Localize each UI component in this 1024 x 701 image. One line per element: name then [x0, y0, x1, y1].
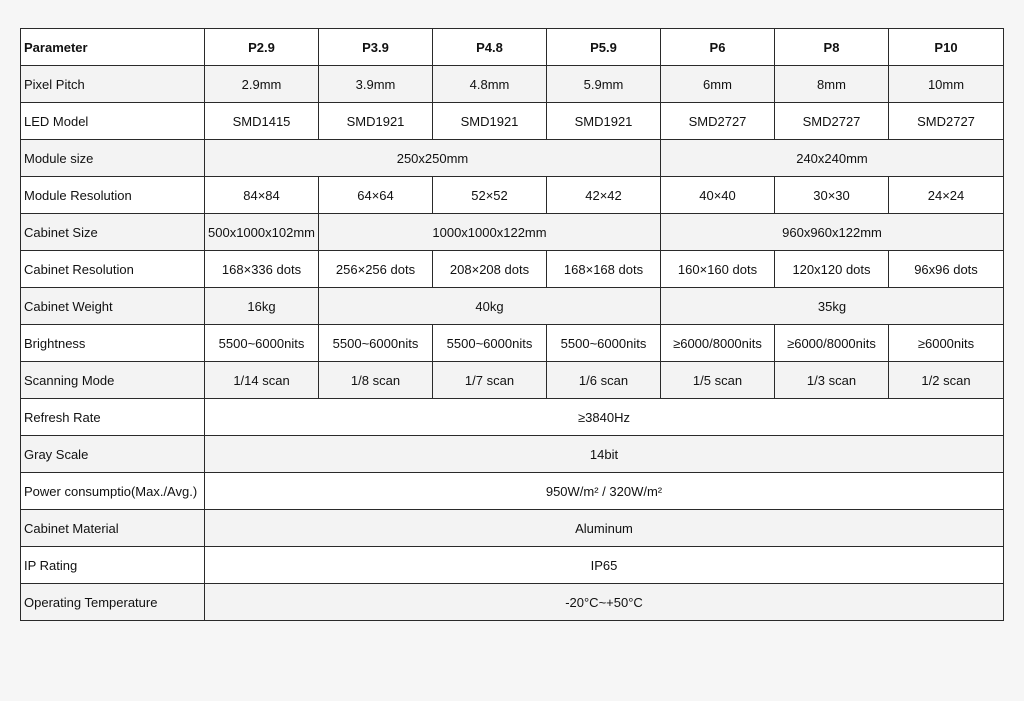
- table-cell: 1/2 scan: [889, 362, 1004, 399]
- table-cell: 168×168 dots: [547, 251, 661, 288]
- row-label: Cabinet Size: [21, 214, 205, 251]
- table-cell: 3.9mm: [319, 66, 433, 103]
- table-row: [21, 177, 1004, 214]
- table-cell: 1/8 scan: [319, 362, 433, 399]
- table-cell: 1/6 scan: [547, 362, 661, 399]
- table-cell: 2.9mm: [205, 66, 319, 103]
- table-cell: 35kg: [661, 288, 1004, 325]
- table-row: [21, 399, 1004, 436]
- row-label: Gray Scale: [21, 436, 205, 473]
- table-cell: 96x96 dots: [889, 251, 1004, 288]
- row-label: LED Model: [21, 103, 205, 140]
- table-cell: -20°C~+50°C: [205, 584, 1004, 621]
- table-cell: 16kg: [205, 288, 319, 325]
- table-cell: 1/14 scan: [205, 362, 319, 399]
- row-label: Operating Temperature: [21, 584, 205, 621]
- row-label: Power consumptio(Max./Avg.): [21, 473, 205, 510]
- table-cell: 52×52: [433, 177, 547, 214]
- table-cell: IP65: [205, 547, 1004, 584]
- header-cell-p2-9: P2.9: [205, 29, 319, 66]
- table-cell: SMD1921: [319, 103, 433, 140]
- table-row: [21, 103, 1004, 140]
- table-row: [21, 362, 1004, 399]
- row-label: Cabinet Weight: [21, 288, 205, 325]
- table-cell: 250x250mm: [205, 140, 661, 177]
- table-cell: 4.8mm: [433, 66, 547, 103]
- table-cell: 120x120 dots: [775, 251, 889, 288]
- table-cell: 950W/m² / 320W/m²: [205, 473, 1004, 510]
- row-label: IP Rating: [21, 547, 205, 584]
- row-label: Module Resolution: [21, 177, 205, 214]
- table-cell: 168×336 dots: [205, 251, 319, 288]
- header-cell-p3-9: P3.9: [319, 29, 433, 66]
- table-cell: 24×24: [889, 177, 1004, 214]
- table-cell: 1/3 scan: [775, 362, 889, 399]
- table-cell: ≥6000nits: [889, 325, 1004, 362]
- table-cell: 6mm: [661, 66, 775, 103]
- row-label: Cabinet Material: [21, 510, 205, 547]
- table-cell: 40×40: [661, 177, 775, 214]
- header-cell-parameter: Parameter: [21, 29, 205, 66]
- table-cell: 240x240mm: [661, 140, 1004, 177]
- table-cell: 10mm: [889, 66, 1004, 103]
- table-cell: 8mm: [775, 66, 889, 103]
- table-cell: 1000x1000x122mm: [319, 214, 661, 251]
- table-body: [21, 29, 1004, 621]
- table-cell: ≥6000/8000nits: [775, 325, 889, 362]
- table-row: [21, 547, 1004, 584]
- table-cell: 64×64: [319, 177, 433, 214]
- table-cell: SMD2727: [661, 103, 775, 140]
- header-cell-p10: P10: [889, 29, 1004, 66]
- table-cell: Aluminum: [205, 510, 1004, 547]
- table-cell: 1/5 scan: [661, 362, 775, 399]
- table-row: [21, 473, 1004, 510]
- header-cell-p8: P8: [775, 29, 889, 66]
- row-label: Cabinet Resolution: [21, 251, 205, 288]
- table-row: [21, 325, 1004, 362]
- table-row: [21, 288, 1004, 325]
- table-row: [21, 436, 1004, 473]
- table-cell: 960x960x122mm: [661, 214, 1004, 251]
- table-cell: SMD2727: [775, 103, 889, 140]
- table-cell: SMD2727: [889, 103, 1004, 140]
- table-cell: 208×208 dots: [433, 251, 547, 288]
- table-cell: 5500~6000nits: [547, 325, 661, 362]
- table-row: [21, 66, 1004, 103]
- row-label: Brightness: [21, 325, 205, 362]
- header-cell-p5-9: P5.9: [547, 29, 661, 66]
- spec-table-container: [20, 28, 1003, 621]
- row-label: Pixel Pitch: [21, 66, 205, 103]
- table-row: [21, 251, 1004, 288]
- led-spec-table: [20, 28, 1004, 621]
- table-cell: 30×30: [775, 177, 889, 214]
- table-cell: 500x1000x102mm: [205, 214, 319, 251]
- table-cell: 1/7 scan: [433, 362, 547, 399]
- row-label: Scanning Mode: [21, 362, 205, 399]
- row-label: Module size: [21, 140, 205, 177]
- table-cell: SMD1415: [205, 103, 319, 140]
- row-label: Refresh Rate: [21, 399, 205, 436]
- header-cell-p6: P6: [661, 29, 775, 66]
- table-cell: 5500~6000nits: [433, 325, 547, 362]
- table-cell: 5.9mm: [547, 66, 661, 103]
- table-cell: 5500~6000nits: [205, 325, 319, 362]
- header-cell-p4-8: P4.8: [433, 29, 547, 66]
- table-cell: 160×160 dots: [661, 251, 775, 288]
- table-cell: 42×42: [547, 177, 661, 214]
- table-row: [21, 140, 1004, 177]
- table-row: [21, 510, 1004, 547]
- table-cell: ≥3840Hz: [205, 399, 1004, 436]
- table-cell: 5500~6000nits: [319, 325, 433, 362]
- table-cell: 14bit: [205, 436, 1004, 473]
- table-cell: 84×84: [205, 177, 319, 214]
- header-row: [21, 29, 1004, 66]
- table-cell: SMD1921: [547, 103, 661, 140]
- table-row: [21, 584, 1004, 621]
- table-cell: SMD1921: [433, 103, 547, 140]
- table-row: [21, 214, 1004, 251]
- table-cell: 256×256 dots: [319, 251, 433, 288]
- table-cell: ≥6000/8000nits: [661, 325, 775, 362]
- table-cell: 40kg: [319, 288, 661, 325]
